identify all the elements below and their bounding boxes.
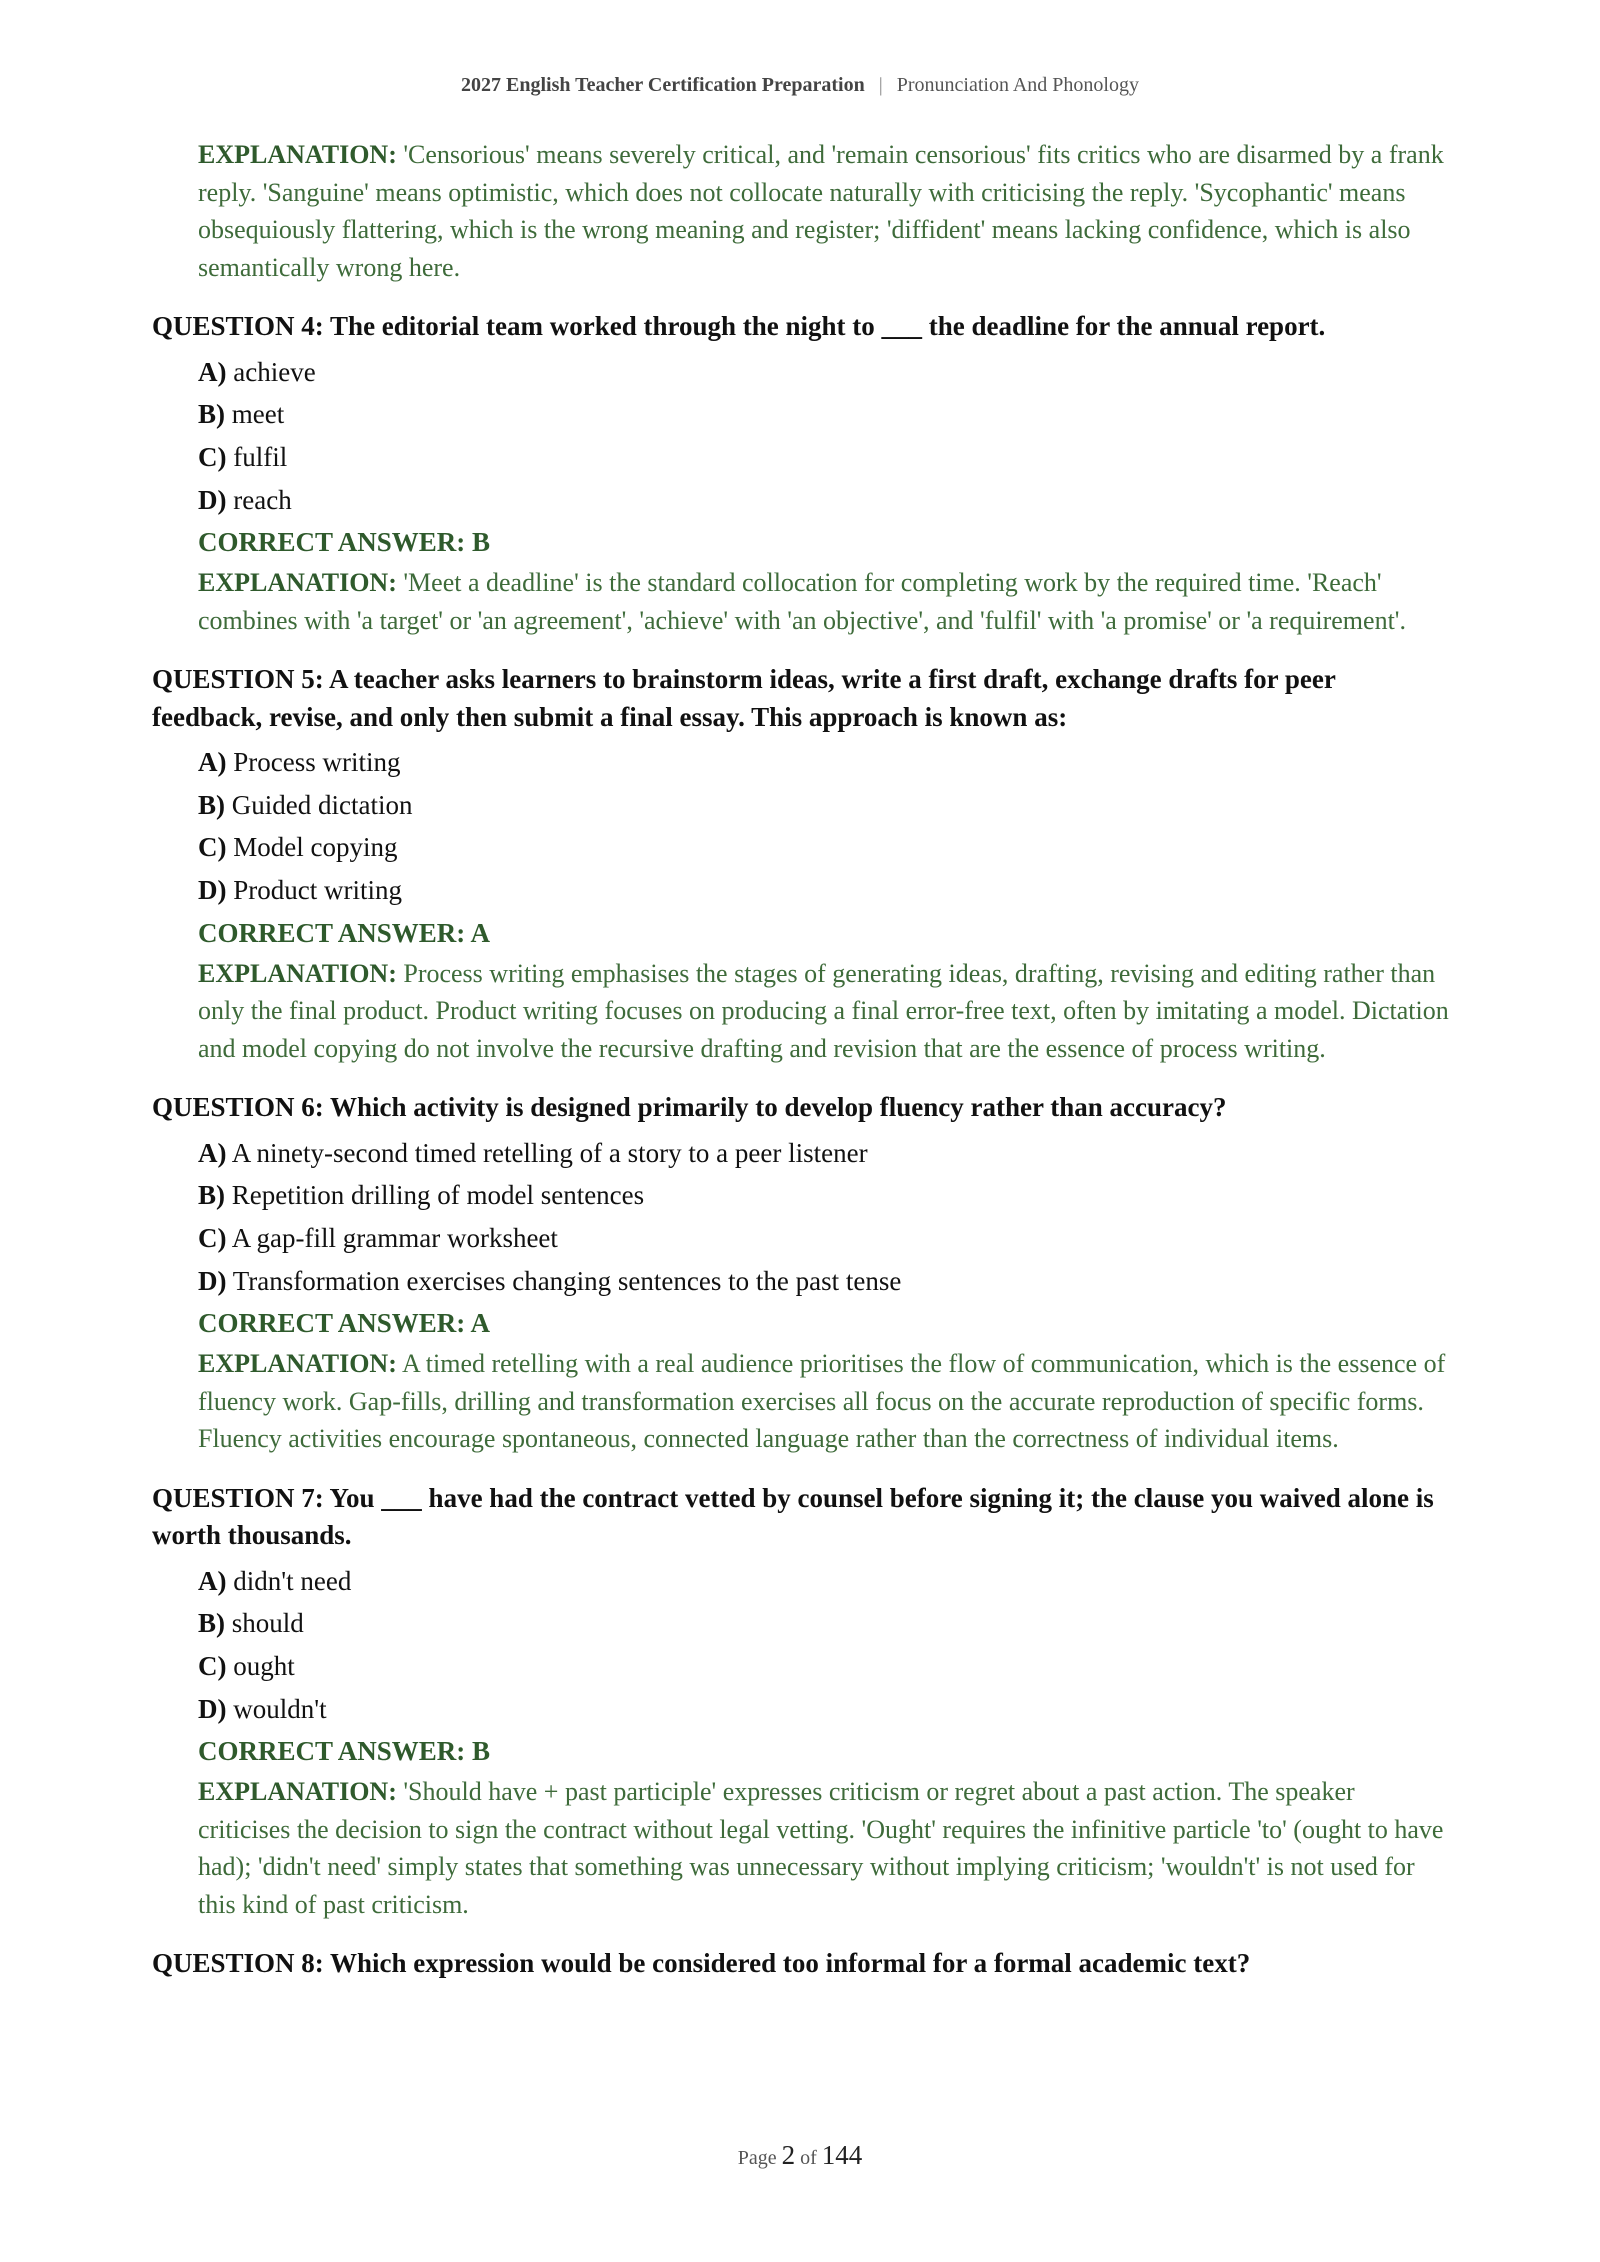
explanation-label: EXPLANATION: [198, 1349, 397, 1379]
option-text: wouldn't [233, 1693, 327, 1724]
option-a [198, 1132, 1452, 1175]
question-text-8: QUESTION 8: Which expression would be considered too informal for a formal academic text? [152, 1948, 1251, 1979]
page-content [152, 136, 1452, 1988]
option-letter: A) [198, 356, 227, 387]
explanation-text: 'Meet a deadline' is the standard collocation for completing work by the required time. 'Reach' combines with 'a target' or 'an agreement', 'achieve' with 'an objective', and 'fulfil' with 'a promise' or 'a requirement'. [198, 568, 1406, 635]
option-text: A ninety-second timed retelling of a story to a peer listener [231, 1137, 868, 1168]
explanation-label: EXPLANATION: [198, 1777, 397, 1807]
explanation-label: EXPLANATION: [198, 958, 397, 988]
header-separator: | [878, 74, 883, 96]
option-text: Process writing [233, 747, 401, 778]
correct-answer: CORRECT ANSWER: B [198, 1736, 491, 1767]
option-letter: C) [198, 441, 227, 472]
option-c [198, 826, 1452, 869]
option-text: ought [233, 1650, 295, 1681]
option-d [198, 1260, 1452, 1303]
explanation-label: EXPLANATION: [198, 140, 397, 169]
option-a [198, 1560, 1452, 1603]
option-c [198, 436, 1452, 479]
option-letter: B) [198, 399, 225, 430]
option-text: Repetition drilling of model sentences [231, 1180, 645, 1211]
correct-answer: CORRECT ANSWER: A [198, 1308, 491, 1339]
option-text: reach [233, 484, 292, 515]
option-text: Guided dictation [231, 789, 413, 820]
question-block-6 [152, 1089, 1452, 1458]
question-block-4 [152, 308, 1452, 639]
explanation-text: 'Should have + past participle' expresses criticism or regret about a past action. The speaker criticises the decision to sign the contract without legal vetting. 'Ought' requires the infinitive particle 'to' (ought to have had); 'didn't need' simply states that something was unnecessary without implying criticism; 'wouldn't' is not used for this kind of past criticism. [198, 1777, 1444, 1919]
question-text: QUESTION 7: You ___ have had the contract vetted by counsel before signing it; the clause you waived alone is worth thousands. [152, 1482, 1434, 1551]
option-b [198, 1602, 1452, 1645]
option-letter: D) [198, 1265, 227, 1296]
explanation [198, 955, 1452, 1068]
page-word: Page [737, 2147, 777, 2169]
explanation-label: EXPLANATION: [198, 568, 397, 598]
option-a [198, 351, 1452, 394]
page-number: 2 [781, 2140, 796, 2170]
option-text: achieve [233, 356, 316, 387]
explanation-text: 'Censorious' means severely critical, and 'remain censorious' fits critics who are disarmed by a frank reply. 'Sanguine' means optimistic, which does not collocate naturally with criticising the reply. 'Sycophantic' means obsequiously flattering, which is the wrong meaning and register; 'diffident' means lacking confidence, which is also semantically wrong here. [198, 140, 1444, 282]
explanation [198, 1345, 1452, 1458]
option-text: didn't need [233, 1565, 352, 1596]
header-title: 2027 English Teacher Certification Preparation [461, 74, 865, 96]
option-letter: A) [198, 1565, 227, 1596]
option-letter: B) [198, 1608, 225, 1639]
option-text: should [231, 1608, 304, 1639]
option-letter: B) [198, 789, 225, 820]
option-letter: A) [198, 747, 227, 778]
question-block-7 [152, 1480, 1452, 1924]
option-b [198, 784, 1452, 827]
header-subtitle: Pronunciation And Phonology [896, 74, 1139, 96]
option-letter: D) [198, 875, 227, 906]
option-letter: D) [198, 484, 227, 515]
question-text: QUESTION 6: Which activity is designed primarily to develop fluency rather than accuracy? [152, 1092, 1227, 1123]
option-d [198, 869, 1452, 912]
option-c [198, 1645, 1452, 1688]
option-text: Product writing [233, 875, 402, 906]
option-b [198, 1174, 1452, 1217]
page-footer [0, 2140, 1600, 2171]
option-letter: B) [198, 1180, 225, 1211]
option-text: Model copying [233, 832, 398, 863]
option-a [198, 741, 1452, 784]
option-d [198, 1688, 1452, 1731]
question-text: QUESTION 4: The editorial team worked through the night to ___ the deadline for the annual report. [152, 311, 1326, 341]
total-pages: 144 [821, 2140, 863, 2170]
explanation-text: A timed retelling with a real audience prioritises the flow of communication, which is the essence of fluency work. Gap-fills, drilling and transformation exercises all focus on the accurate reproduction of specific forms. Fluency activities encourage spontaneous, connected language rather than the correctness of individual items. [198, 1349, 1446, 1454]
option-letter: C) [198, 832, 227, 863]
option-text: A gap-fill grammar worksheet [231, 1222, 558, 1253]
option-d [198, 479, 1452, 522]
question-block-5 [152, 661, 1452, 1067]
option-b [198, 393, 1452, 436]
question-text: QUESTION 5: A teacher asks learners to brainstorm ideas, write a first draft, exchange drafts for peer feedback, revise, and only then submit a final essay. This approach is known as: [152, 664, 1336, 732]
option-letter: A) [198, 1137, 227, 1168]
option-text: fulfil [233, 441, 288, 472]
option-text: Transformation exercises changing sentences to the past tense [232, 1265, 902, 1296]
option-letter: C) [198, 1222, 227, 1253]
page-header [0, 74, 1600, 97]
correct-answer: CORRECT ANSWER: B [198, 527, 491, 558]
explanation-q3 [198, 136, 1452, 286]
option-text: meet [231, 399, 285, 430]
of-word: of [800, 2147, 817, 2169]
correct-answer: CORRECT ANSWER: A [198, 917, 491, 948]
option-letter: D) [198, 1693, 227, 1724]
option-c [198, 1217, 1452, 1260]
explanation [198, 1773, 1452, 1923]
explanation-text: Process writing emphasises the stages of generating ideas, drafting, revising and editing rather than only the final product. Product writing focuses on producing a final error-free text, often by imitating a model. Dictation and model copying do not involve the recursive drafting and revision that are the essence of process writing. [198, 958, 1449, 1063]
explanation [198, 564, 1452, 639]
option-letter: C) [198, 1650, 227, 1681]
